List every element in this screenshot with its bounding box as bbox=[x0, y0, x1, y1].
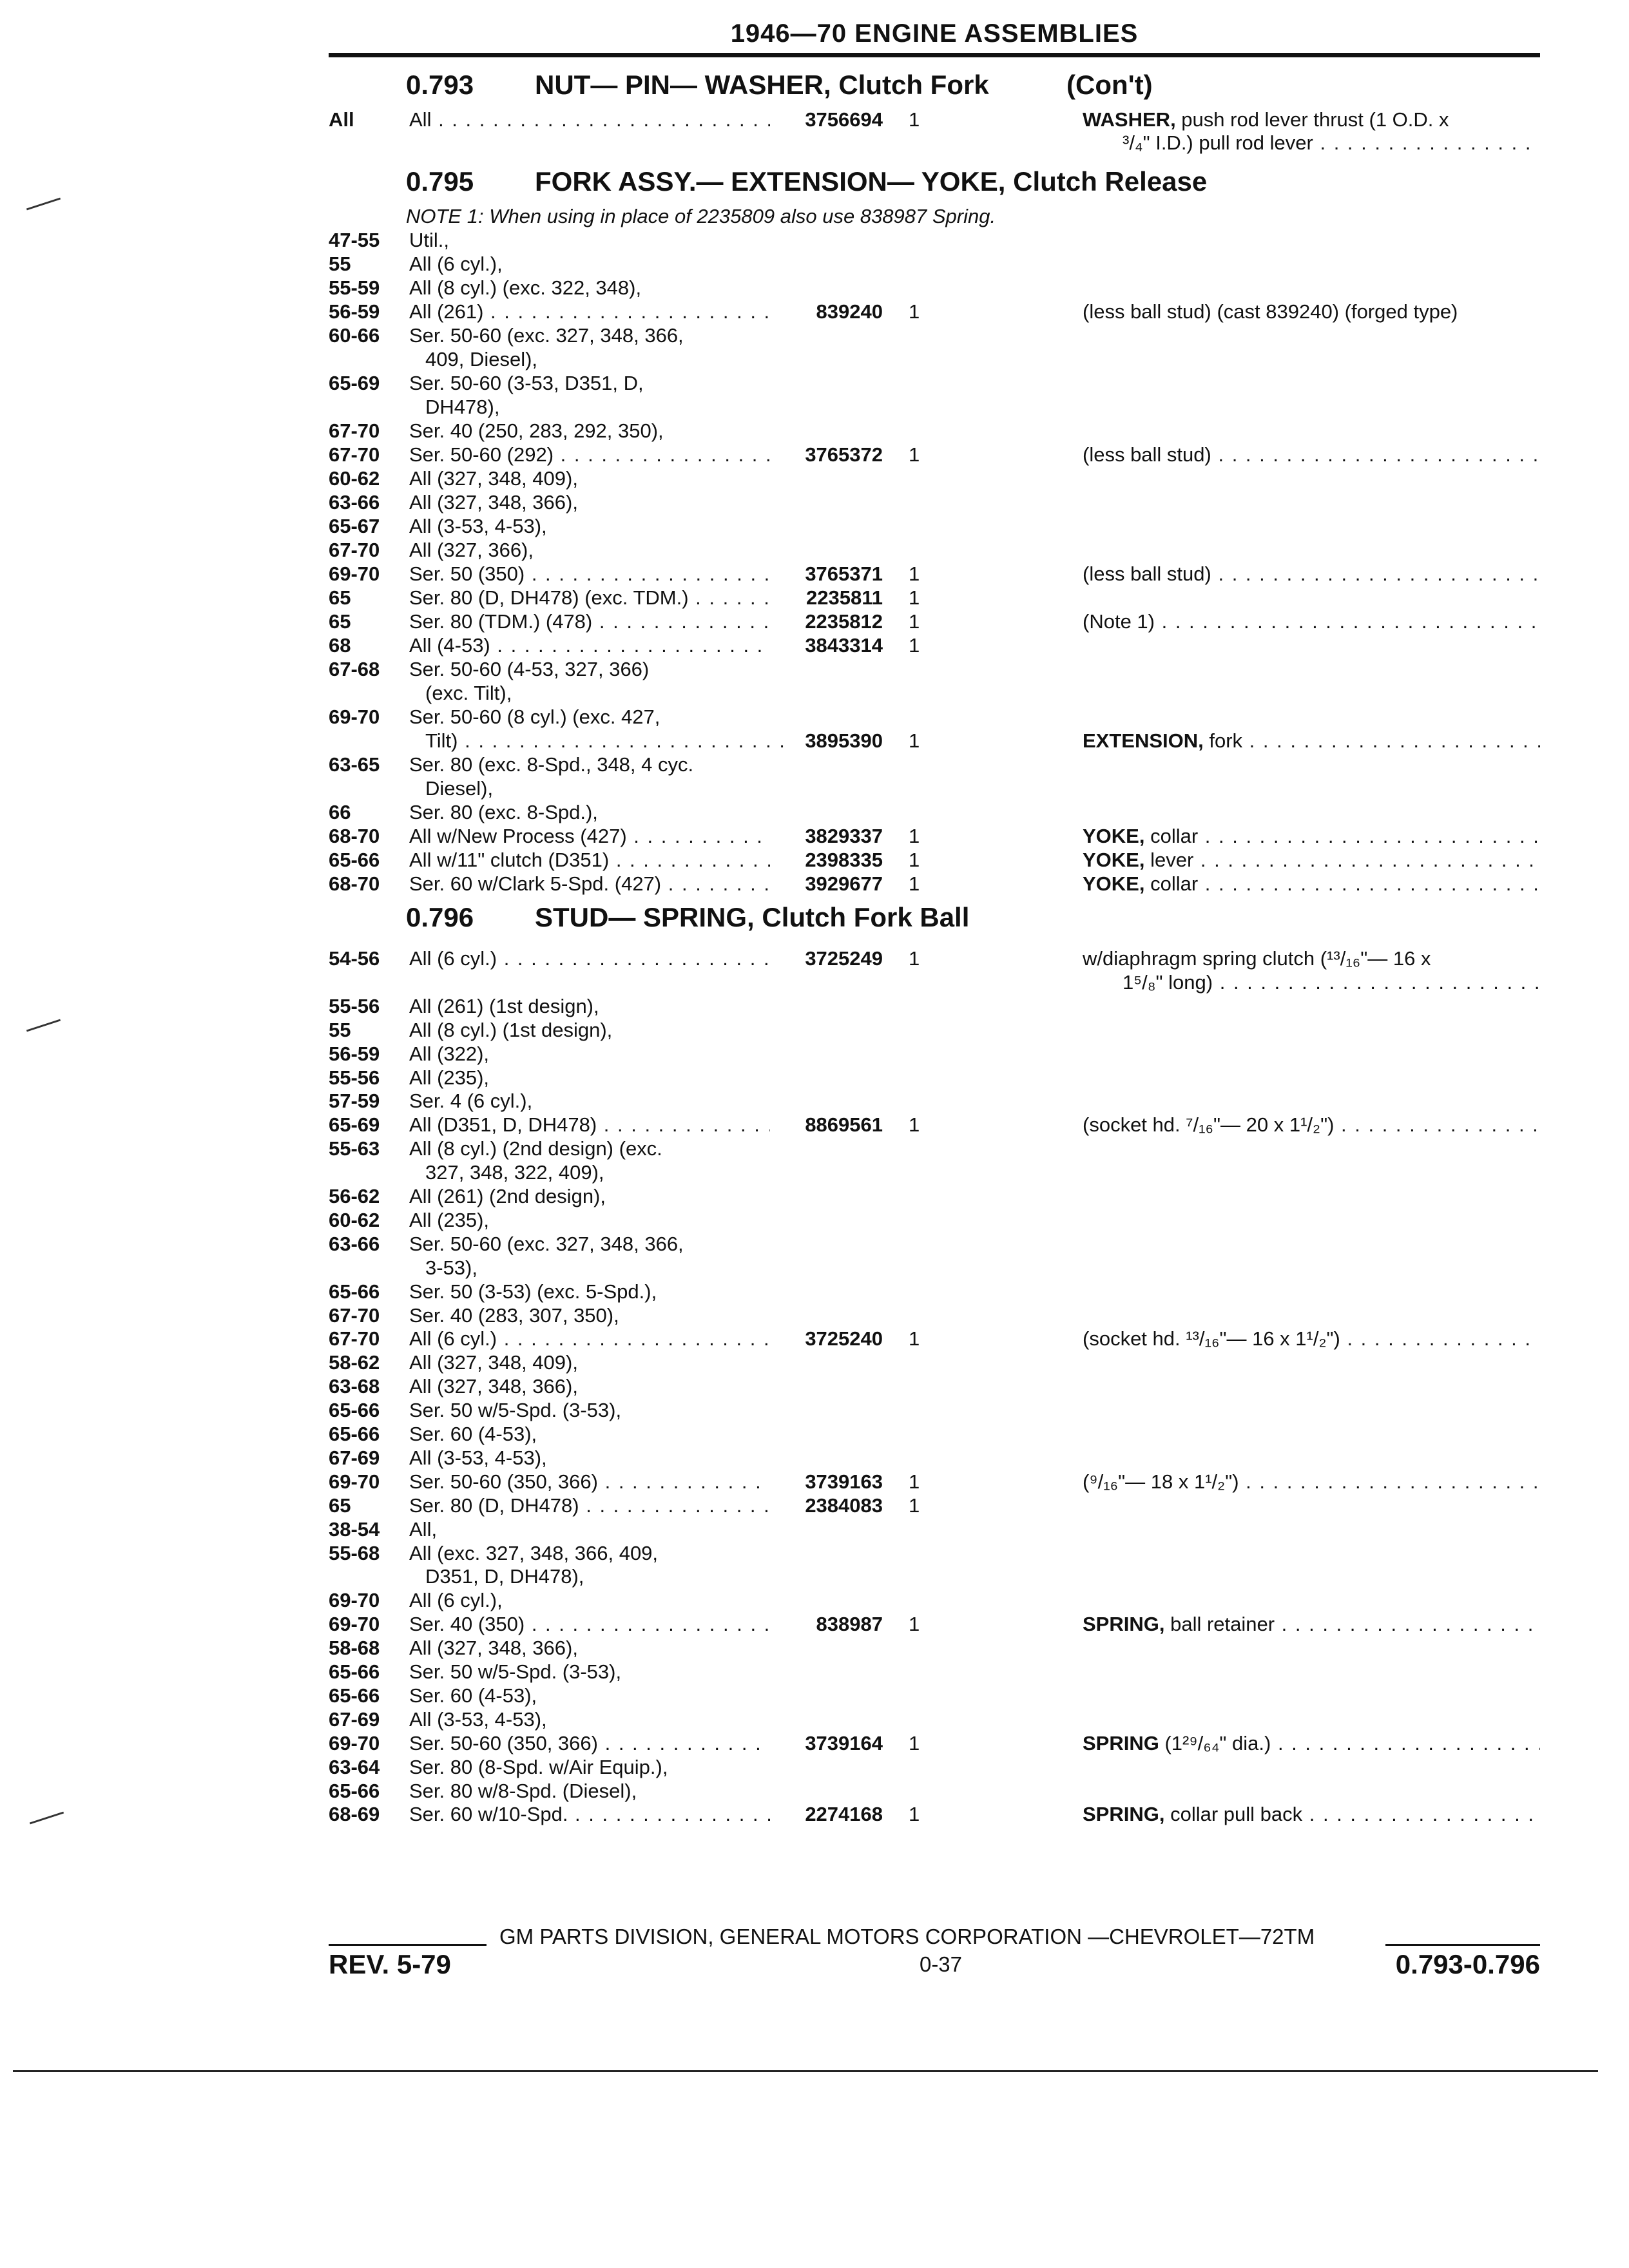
application-description: Ser. 50-60 (292) . . . bbox=[409, 443, 770, 466]
model-years: 63-66 bbox=[329, 1232, 380, 1255]
model-years: 69-70 bbox=[329, 1613, 380, 1636]
remark-text: fork bbox=[1203, 729, 1243, 752]
application-description: All, bbox=[409, 1517, 438, 1541]
remarks bbox=[1083, 1470, 1540, 1494]
model-years: 69-70 bbox=[329, 706, 380, 728]
application-description: All (3-53, 4-53), bbox=[409, 1446, 547, 1469]
model-years: 65-69 bbox=[329, 372, 380, 394]
remarks bbox=[1083, 1732, 1540, 1755]
quantity: 1 bbox=[909, 300, 920, 323]
application-description: All (6 cyl.), bbox=[409, 253, 503, 275]
application-description: Ser. 50 w/5-Spd. (3-53), bbox=[409, 1399, 622, 1422]
remark-text: (less ball stud) bbox=[1083, 562, 1211, 585]
remark-keyword: SPRING, bbox=[1083, 1613, 1165, 1636]
application-description: Ser. 50 w/5-Spd. (3-53), bbox=[409, 1660, 622, 1683]
remark-text: collar bbox=[1144, 825, 1199, 847]
application-description: All (8 cyl.) (exc. 322, 348), bbox=[409, 276, 642, 299]
application-description: All (exc. 327, 348, 366, 409, bbox=[409, 1541, 659, 1564]
application-description: Ser. 40 (250, 283, 292, 350), bbox=[409, 419, 664, 442]
model-years: 65-66 bbox=[329, 1399, 380, 1422]
section-heading-0793 bbox=[406, 70, 1153, 101]
model-years: 55 bbox=[329, 253, 351, 275]
application-description: Ser. 50-60 (exc. 327, 348, 366, bbox=[409, 324, 684, 347]
application-description: All (327, 348, 366), bbox=[409, 491, 578, 514]
footer-corporation: GM PARTS DIVISION, GENERAL MOTORS CORPORATION —CHEVROLET—72TM bbox=[499, 1925, 1315, 1948]
model-years: 69-70 bbox=[329, 562, 380, 585]
remarks bbox=[1083, 947, 1540, 970]
model-years: 38-54 bbox=[329, 1517, 380, 1541]
remark-text: (Note 1) bbox=[1083, 610, 1155, 633]
revision-label: REV. 5-79 bbox=[329, 1949, 451, 1979]
model-years: 56-59 bbox=[329, 300, 380, 323]
application-description: All w/New Process (427) . . . bbox=[409, 825, 770, 848]
quantity: 1 bbox=[909, 443, 920, 466]
model-years: 67-69 bbox=[329, 1446, 380, 1469]
remark-text: (less ball stud) bbox=[1083, 443, 1211, 466]
application-description: 327, 348, 322, 409), bbox=[425, 1161, 604, 1184]
remark-text: (socket hd. ¹³/₁₆"— 16 x 1¹/₂") bbox=[1083, 1327, 1340, 1350]
model-years: 63-66 bbox=[329, 491, 380, 514]
application-description: Ser. 60 w/10-Spd. . . . bbox=[409, 1803, 770, 1826]
application-description: Ser. 50-60 (exc. 327, 348, 366, bbox=[409, 1232, 684, 1255]
quantity: 1 bbox=[909, 1327, 920, 1350]
application-description: Ser. 80 w/8-Spd. (Diesel), bbox=[409, 1779, 637, 1802]
model-years: 60-62 bbox=[329, 1208, 380, 1231]
model-years: 55 bbox=[329, 1018, 351, 1041]
section-title: NUT— PIN— WASHER, Clutch Fork bbox=[535, 70, 989, 100]
application-description: All (235), bbox=[409, 1066, 490, 1089]
part-number: 3929677 bbox=[805, 872, 883, 895]
part-number: 8869561 bbox=[805, 1113, 883, 1137]
margin-mark bbox=[26, 1019, 61, 1032]
page-title: 1946—70 ENGINE ASSEMBLIES bbox=[730, 19, 1139, 48]
application-description: Ser. 4 (6 cyl.), bbox=[409, 1090, 533, 1113]
footer-rule-left bbox=[329, 1944, 487, 1946]
application-description: All (6 cyl.) . . . bbox=[409, 1327, 770, 1350]
application-description: All (261) (2nd design), bbox=[409, 1185, 606, 1207]
remarks bbox=[1083, 1613, 1540, 1636]
quantity: 1 bbox=[909, 947, 920, 970]
part-number: 3739163 bbox=[805, 1470, 883, 1493]
quantity: 1 bbox=[909, 1494, 920, 1517]
model-years: 69-70 bbox=[329, 1589, 380, 1612]
model-years: 56-62 bbox=[329, 1185, 380, 1207]
quantity: 1 bbox=[909, 825, 920, 847]
model-years: 56-59 bbox=[329, 1042, 380, 1065]
application-description: Ser. 50-60 (3-53, D351, D, bbox=[409, 372, 644, 394]
section-title: FORK ASSY.— EXTENSION— YOKE, Clutch Release bbox=[535, 166, 1208, 197]
remark-keyword: YOKE, bbox=[1083, 872, 1145, 895]
part-number: 3739164 bbox=[805, 1731, 883, 1754]
remark-text: lever bbox=[1144, 849, 1194, 871]
application-description: All (327, 348, 409), bbox=[409, 1351, 578, 1374]
application-description: Ser. 40 (283, 307, 350), bbox=[409, 1303, 619, 1327]
model-years: 65-69 bbox=[329, 1113, 380, 1137]
model-years: 69-70 bbox=[329, 1470, 380, 1493]
remark-keyword: SPRING bbox=[1083, 1731, 1159, 1754]
model-years: 55-59 bbox=[329, 276, 380, 299]
remarks bbox=[1083, 1327, 1540, 1350]
part-number: 3756694 bbox=[805, 108, 883, 131]
application-description: Util., bbox=[409, 229, 449, 251]
remarks bbox=[1123, 131, 1540, 155]
quantity: 1 bbox=[909, 634, 920, 657]
application-description: Ser. 80 (exc. 8-Spd., 348, 4 cyc. bbox=[409, 753, 694, 776]
quantity: 1 bbox=[909, 1613, 920, 1636]
remark-text: collar pull back bbox=[1164, 1803, 1303, 1826]
section-continued: (Con't) bbox=[1066, 70, 1153, 100]
remark-text: ³/₄" I.D.) pull rod lever bbox=[1123, 131, 1313, 154]
model-years: 58-62 bbox=[329, 1351, 380, 1374]
application-description: Ser. 50-60 (8 cyl.) (exc. 427, bbox=[409, 706, 660, 728]
remark-keyword: YOKE, bbox=[1083, 849, 1145, 871]
application-description: All . . . bbox=[409, 108, 770, 131]
remarks bbox=[1083, 1803, 1540, 1826]
section-heading-0796 bbox=[406, 902, 969, 933]
application-description: All w/11" clutch (D351) . . . bbox=[409, 849, 770, 872]
application-description: Ser. 50-60 (4-53, 327, 366) bbox=[409, 658, 650, 680]
remarks bbox=[1083, 825, 1540, 848]
application-description: 3-53), bbox=[425, 1256, 477, 1279]
model-years: 60-66 bbox=[329, 324, 380, 347]
remarks bbox=[1083, 300, 1540, 323]
application-description: Ser. 80 (exc. 8-Spd.), bbox=[409, 801, 598, 823]
model-years: 65 bbox=[329, 610, 351, 633]
quantity: 1 bbox=[909, 562, 920, 585]
application-description: All (327, 348, 366), bbox=[409, 1375, 578, 1398]
model-years: 55-56 bbox=[329, 1066, 380, 1089]
model-years: 67-69 bbox=[329, 1707, 380, 1731]
model-years: 66 bbox=[329, 801, 351, 823]
application-description: Ser. 40 (350) . . . bbox=[409, 1613, 770, 1636]
quantity: 1 bbox=[909, 849, 920, 871]
model-years: 65-66 bbox=[329, 1779, 380, 1802]
model-years: 67-70 bbox=[329, 419, 380, 442]
part-number: 3725249 bbox=[805, 947, 883, 970]
application-description: Ser. 50-60 (350, 366) . . . bbox=[409, 1470, 770, 1494]
remarks bbox=[1083, 443, 1540, 466]
remarks bbox=[1083, 872, 1540, 896]
quantity: 1 bbox=[909, 1803, 920, 1826]
part-number: 838987 bbox=[816, 1613, 883, 1636]
application-description: Ser. 80 (8-Spd. w/Air Equip.), bbox=[409, 1755, 668, 1778]
model-years: 67-70 bbox=[329, 1303, 380, 1327]
model-years: 67-70 bbox=[329, 539, 380, 561]
model-years: 65 bbox=[329, 586, 351, 609]
model-years: 65-66 bbox=[329, 1660, 380, 1683]
remarks bbox=[1083, 610, 1540, 633]
title-rule bbox=[329, 53, 1540, 57]
model-years: 65 bbox=[329, 1494, 351, 1517]
model-years: 57-59 bbox=[329, 1090, 380, 1113]
remark-text: ball retainer bbox=[1164, 1613, 1275, 1636]
model-years: 47-55 bbox=[329, 229, 380, 251]
remarks bbox=[1083, 849, 1540, 872]
quantity: 1 bbox=[909, 1731, 920, 1754]
model-years: All bbox=[329, 108, 354, 131]
part-number: 3843314 bbox=[805, 634, 883, 657]
model-years: 67-70 bbox=[329, 1327, 380, 1350]
application-description: Ser. 50 (3-53) (exc. 5-Spd.), bbox=[409, 1280, 657, 1303]
remark-text: (less ball stud) (cast 839240) (forged type) bbox=[1083, 300, 1458, 323]
model-years: 65-66 bbox=[329, 1280, 380, 1303]
remarks bbox=[1123, 971, 1540, 994]
bottom-rule bbox=[13, 2070, 1598, 2072]
section-number: 0.793 bbox=[406, 70, 474, 100]
model-years: 60-62 bbox=[329, 467, 380, 490]
remark-text: (1²⁹/₆₄" dia.) bbox=[1159, 1731, 1271, 1754]
model-years: 63-64 bbox=[329, 1755, 380, 1778]
part-number: 2235812 bbox=[805, 610, 883, 633]
application-description: 409, Diesel), bbox=[425, 348, 538, 370]
remark-text: 1⁵/₈" long) bbox=[1123, 970, 1213, 994]
model-years: 69-70 bbox=[329, 1731, 380, 1754]
application-description: All (327, 348, 366), bbox=[409, 1637, 578, 1660]
application-description: Ser. 60 (4-53), bbox=[409, 1684, 537, 1707]
section-range: 0.793-0.796 bbox=[1395, 1949, 1540, 1979]
application-description: Diesel), bbox=[425, 777, 494, 800]
part-number: 2398335 bbox=[805, 849, 883, 871]
model-years: 67-68 bbox=[329, 658, 380, 680]
quantity: 1 bbox=[909, 729, 920, 752]
application-description: Ser. 60 (4-53), bbox=[409, 1423, 537, 1445]
remark-text: (socket hd. ⁷/₁₆"— 20 x 1¹/₂") bbox=[1083, 1113, 1335, 1137]
quantity: 1 bbox=[909, 1113, 920, 1137]
application-description: All (327, 366), bbox=[409, 539, 534, 561]
application-description: Ser. 80 (D, DH478) (exc. TDM.) . . . bbox=[409, 586, 770, 610]
model-years: 68-69 bbox=[329, 1803, 380, 1826]
model-years: 55-56 bbox=[329, 994, 380, 1017]
application-description: All (261) (1st design), bbox=[409, 994, 599, 1017]
model-years: 65-66 bbox=[329, 1423, 380, 1445]
remarks bbox=[1083, 1113, 1540, 1137]
quantity: 1 bbox=[909, 586, 920, 609]
remark-text: push rod lever thrust (1 O.D. x bbox=[1175, 108, 1449, 131]
application-description: All (3-53, 4-53), bbox=[409, 515, 547, 537]
model-years: 55-63 bbox=[329, 1137, 380, 1160]
quantity: 1 bbox=[909, 1470, 920, 1493]
part-number: 3765372 bbox=[805, 443, 883, 466]
remarks bbox=[1083, 108, 1540, 131]
remarks bbox=[1083, 562, 1540, 586]
part-number: 3829337 bbox=[805, 825, 883, 847]
application-description: (exc. Tilt), bbox=[425, 682, 512, 704]
remark-keyword: SPRING, bbox=[1083, 1803, 1165, 1826]
section-number: 0.796 bbox=[406, 902, 474, 932]
model-years: 68-70 bbox=[329, 825, 380, 847]
model-years: 58-68 bbox=[329, 1637, 380, 1660]
application-description: All (322), bbox=[409, 1042, 490, 1065]
application-description: All (8 cyl.) (2nd design) (exc. bbox=[409, 1137, 662, 1160]
part-number: 2384083 bbox=[805, 1494, 883, 1517]
section-heading-0795 bbox=[406, 166, 1207, 197]
remark-text: collar bbox=[1144, 872, 1199, 895]
application-description: All (4-53) . . . bbox=[409, 634, 770, 657]
margin-mark bbox=[30, 1812, 64, 1825]
application-description: Tilt) . . . bbox=[425, 729, 786, 753]
model-years: 65-66 bbox=[329, 1684, 380, 1707]
model-years: 68 bbox=[329, 634, 351, 657]
part-number: 3895390 bbox=[805, 729, 883, 752]
section-note: NOTE 1: When using in place of 2235809 also use 838987 Spring. bbox=[406, 205, 996, 227]
application-description: All (8 cyl.) (1st design), bbox=[409, 1018, 613, 1041]
remark-keyword: WASHER, bbox=[1083, 108, 1176, 131]
application-description: Ser. 80 (D, DH478) . . . bbox=[409, 1494, 770, 1517]
application-description: All (261) . . . bbox=[409, 300, 770, 323]
model-years: 67-70 bbox=[329, 443, 380, 466]
model-years: 65-67 bbox=[329, 515, 380, 537]
quantity: 1 bbox=[909, 872, 920, 895]
model-years: 68-70 bbox=[329, 872, 380, 895]
model-years: 54-56 bbox=[329, 947, 380, 970]
model-years: 63-68 bbox=[329, 1375, 380, 1398]
model-years: 65-66 bbox=[329, 849, 380, 871]
part-number: 2235811 bbox=[806, 586, 883, 609]
application-description: Ser. 50-60 (350, 366) . . . bbox=[409, 1732, 770, 1755]
model-years: 63-65 bbox=[329, 753, 380, 776]
application-description: All (6 cyl.), bbox=[409, 1589, 503, 1612]
margin-mark bbox=[26, 198, 61, 211]
remark-keyword: YOKE, bbox=[1083, 825, 1145, 847]
section-number: 0.795 bbox=[406, 166, 474, 197]
remark-text: (⁹/₁₆"— 18 x 1¹/₂") bbox=[1083, 1470, 1239, 1493]
application-description: DH478), bbox=[425, 396, 500, 418]
quantity: 1 bbox=[909, 610, 920, 633]
section-title: STUD— SPRING, Clutch Fork Ball bbox=[535, 902, 970, 932]
part-number: 839240 bbox=[816, 300, 883, 323]
model-years: 55-68 bbox=[329, 1541, 380, 1564]
application-description: All (235), bbox=[409, 1208, 490, 1231]
application-description: All (3-53, 4-53), bbox=[409, 1707, 547, 1731]
part-number: 3725240 bbox=[805, 1327, 883, 1350]
application-description: D351, D, DH478), bbox=[425, 1565, 584, 1588]
footer-rule-right bbox=[1385, 1944, 1540, 1946]
remarks bbox=[1083, 729, 1540, 753]
remark-keyword: EXTENSION, bbox=[1083, 729, 1204, 752]
page-number: 0-37 bbox=[919, 1952, 963, 1976]
application-description: Ser. 60 w/Clark 5-Spd. (427) . . . bbox=[409, 872, 770, 896]
part-number: 3765371 bbox=[805, 562, 883, 585]
remark-text: w/diaphragm spring clutch (¹³/₁₆"— 16 x bbox=[1083, 947, 1431, 970]
application-description: All (D351, D, DH478) . . . bbox=[409, 1113, 770, 1137]
application-description: All (6 cyl.) . . . bbox=[409, 947, 770, 970]
part-number: 2274168 bbox=[805, 1803, 883, 1826]
quantity: 1 bbox=[909, 108, 920, 131]
application-description: All (327, 348, 409), bbox=[409, 467, 578, 490]
application-description: Ser. 50 (350) . . . bbox=[409, 562, 770, 586]
application-description: Ser. 80 (TDM.) (478) . . . bbox=[409, 610, 770, 633]
